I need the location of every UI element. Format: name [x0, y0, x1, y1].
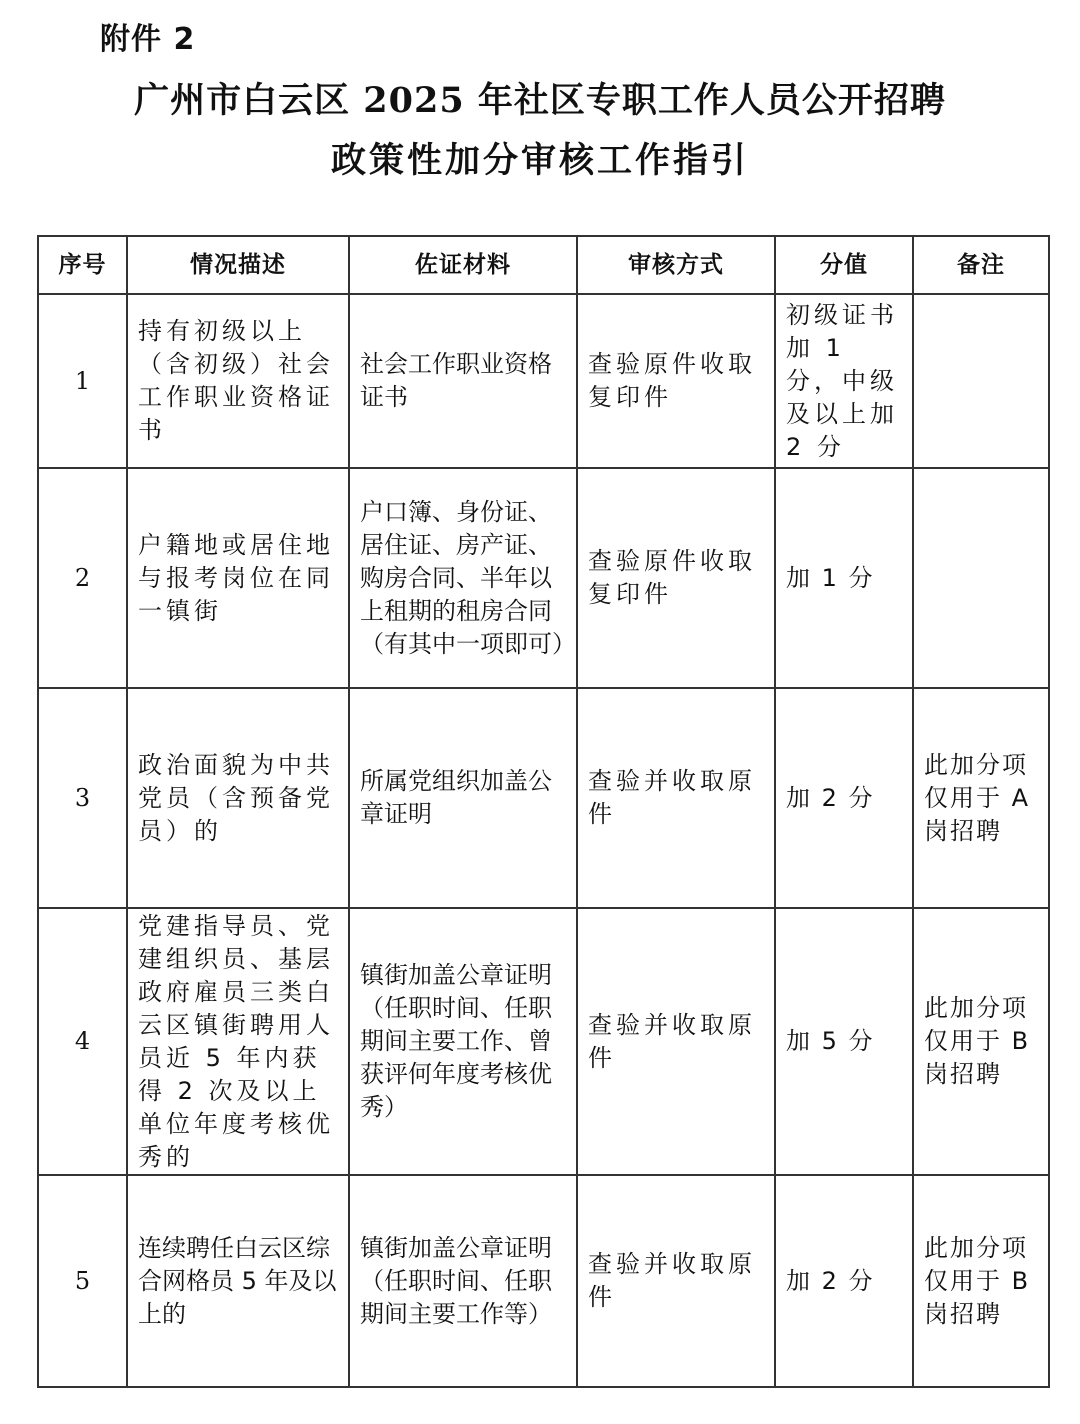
cell-description: 连续聘任白云区综合网格员 5 年及以上的	[127, 1175, 349, 1387]
table-header-row	[38, 236, 1049, 294]
table-row	[38, 908, 1049, 1175]
cell-no: 5	[38, 1175, 127, 1387]
cell-evidence: 社会工作职业资格证书	[349, 294, 577, 468]
header-method: 审核方式	[577, 236, 775, 294]
cell-score: 初级证书加 1 分，中级及以上加 2 分	[775, 294, 913, 468]
cell-method: 查验原件收取复印件	[577, 294, 775, 468]
cell-note	[913, 294, 1049, 468]
cell-score: 加 1 分	[775, 468, 913, 688]
cell-note: 此加分项仅用于 B 岗招聘	[913, 1175, 1049, 1387]
cell-description: 户籍地或居住地与报考岗位在同一镇街	[127, 468, 349, 688]
cell-no: 2	[38, 468, 127, 688]
document-title-line2: 政策性加分审核工作指引	[330, 140, 749, 181]
cell-score: 加 2 分	[775, 688, 913, 908]
cell-description: 党建指导员、党建组织员、基层政府雇员三类白云区镇街聘用人员近 5 年内获得 2 次及以上单位年度考核优秀的	[127, 908, 349, 1175]
cell-score: 加 5 分	[775, 908, 913, 1175]
bonus-points-table	[37, 235, 1050, 1388]
document-title-line1: 广州市白云区 2025 年社区专职工作人员公开招聘	[134, 80, 946, 121]
cell-description: 持有初级以上（含初级）社会工作职业资格证书	[127, 294, 349, 468]
cell-method: 查验原件收取复印件	[577, 468, 775, 688]
table-row	[38, 468, 1049, 688]
header-evidence: 佐证材料	[349, 236, 577, 294]
cell-no: 1	[38, 294, 127, 468]
table-row	[38, 688, 1049, 908]
cell-note: 此加分项仅用于 A 岗招聘	[913, 688, 1049, 908]
cell-score: 加 2 分	[775, 1175, 913, 1387]
cell-method: 查验并收取原件	[577, 688, 775, 908]
header-score: 分值	[775, 236, 913, 294]
cell-no: 3	[38, 688, 127, 908]
cell-method: 查验并收取原件	[577, 908, 775, 1175]
cell-evidence: 镇街加盖公章证明（任职时间、任职期间主要工作等）	[349, 1175, 577, 1387]
header-description: 情况描述	[127, 236, 349, 294]
attachment-label: 附件 2	[100, 22, 196, 57]
cell-note: 此加分项仅用于 B 岗招聘	[913, 908, 1049, 1175]
cell-evidence: 户口簿、身份证、居住证、房产证、购房合同、半年以上租期的租房合同（有其中一项即可）	[349, 468, 577, 688]
table-row	[38, 1175, 1049, 1387]
table-row	[38, 294, 1049, 468]
cell-description: 政治面貌为中共党员（含预备党员）的	[127, 688, 349, 908]
cell-no: 4	[38, 908, 127, 1175]
header-note: 备注	[913, 236, 1049, 294]
cell-evidence: 镇街加盖公章证明（任职时间、任职期间主要工作、曾获评何年度考核优秀）	[349, 908, 577, 1175]
cell-note	[913, 468, 1049, 688]
cell-evidence: 所属党组织加盖公章证明	[349, 688, 577, 908]
header-no: 序号	[38, 236, 127, 294]
cell-method: 查验并收取原件	[577, 1175, 775, 1387]
